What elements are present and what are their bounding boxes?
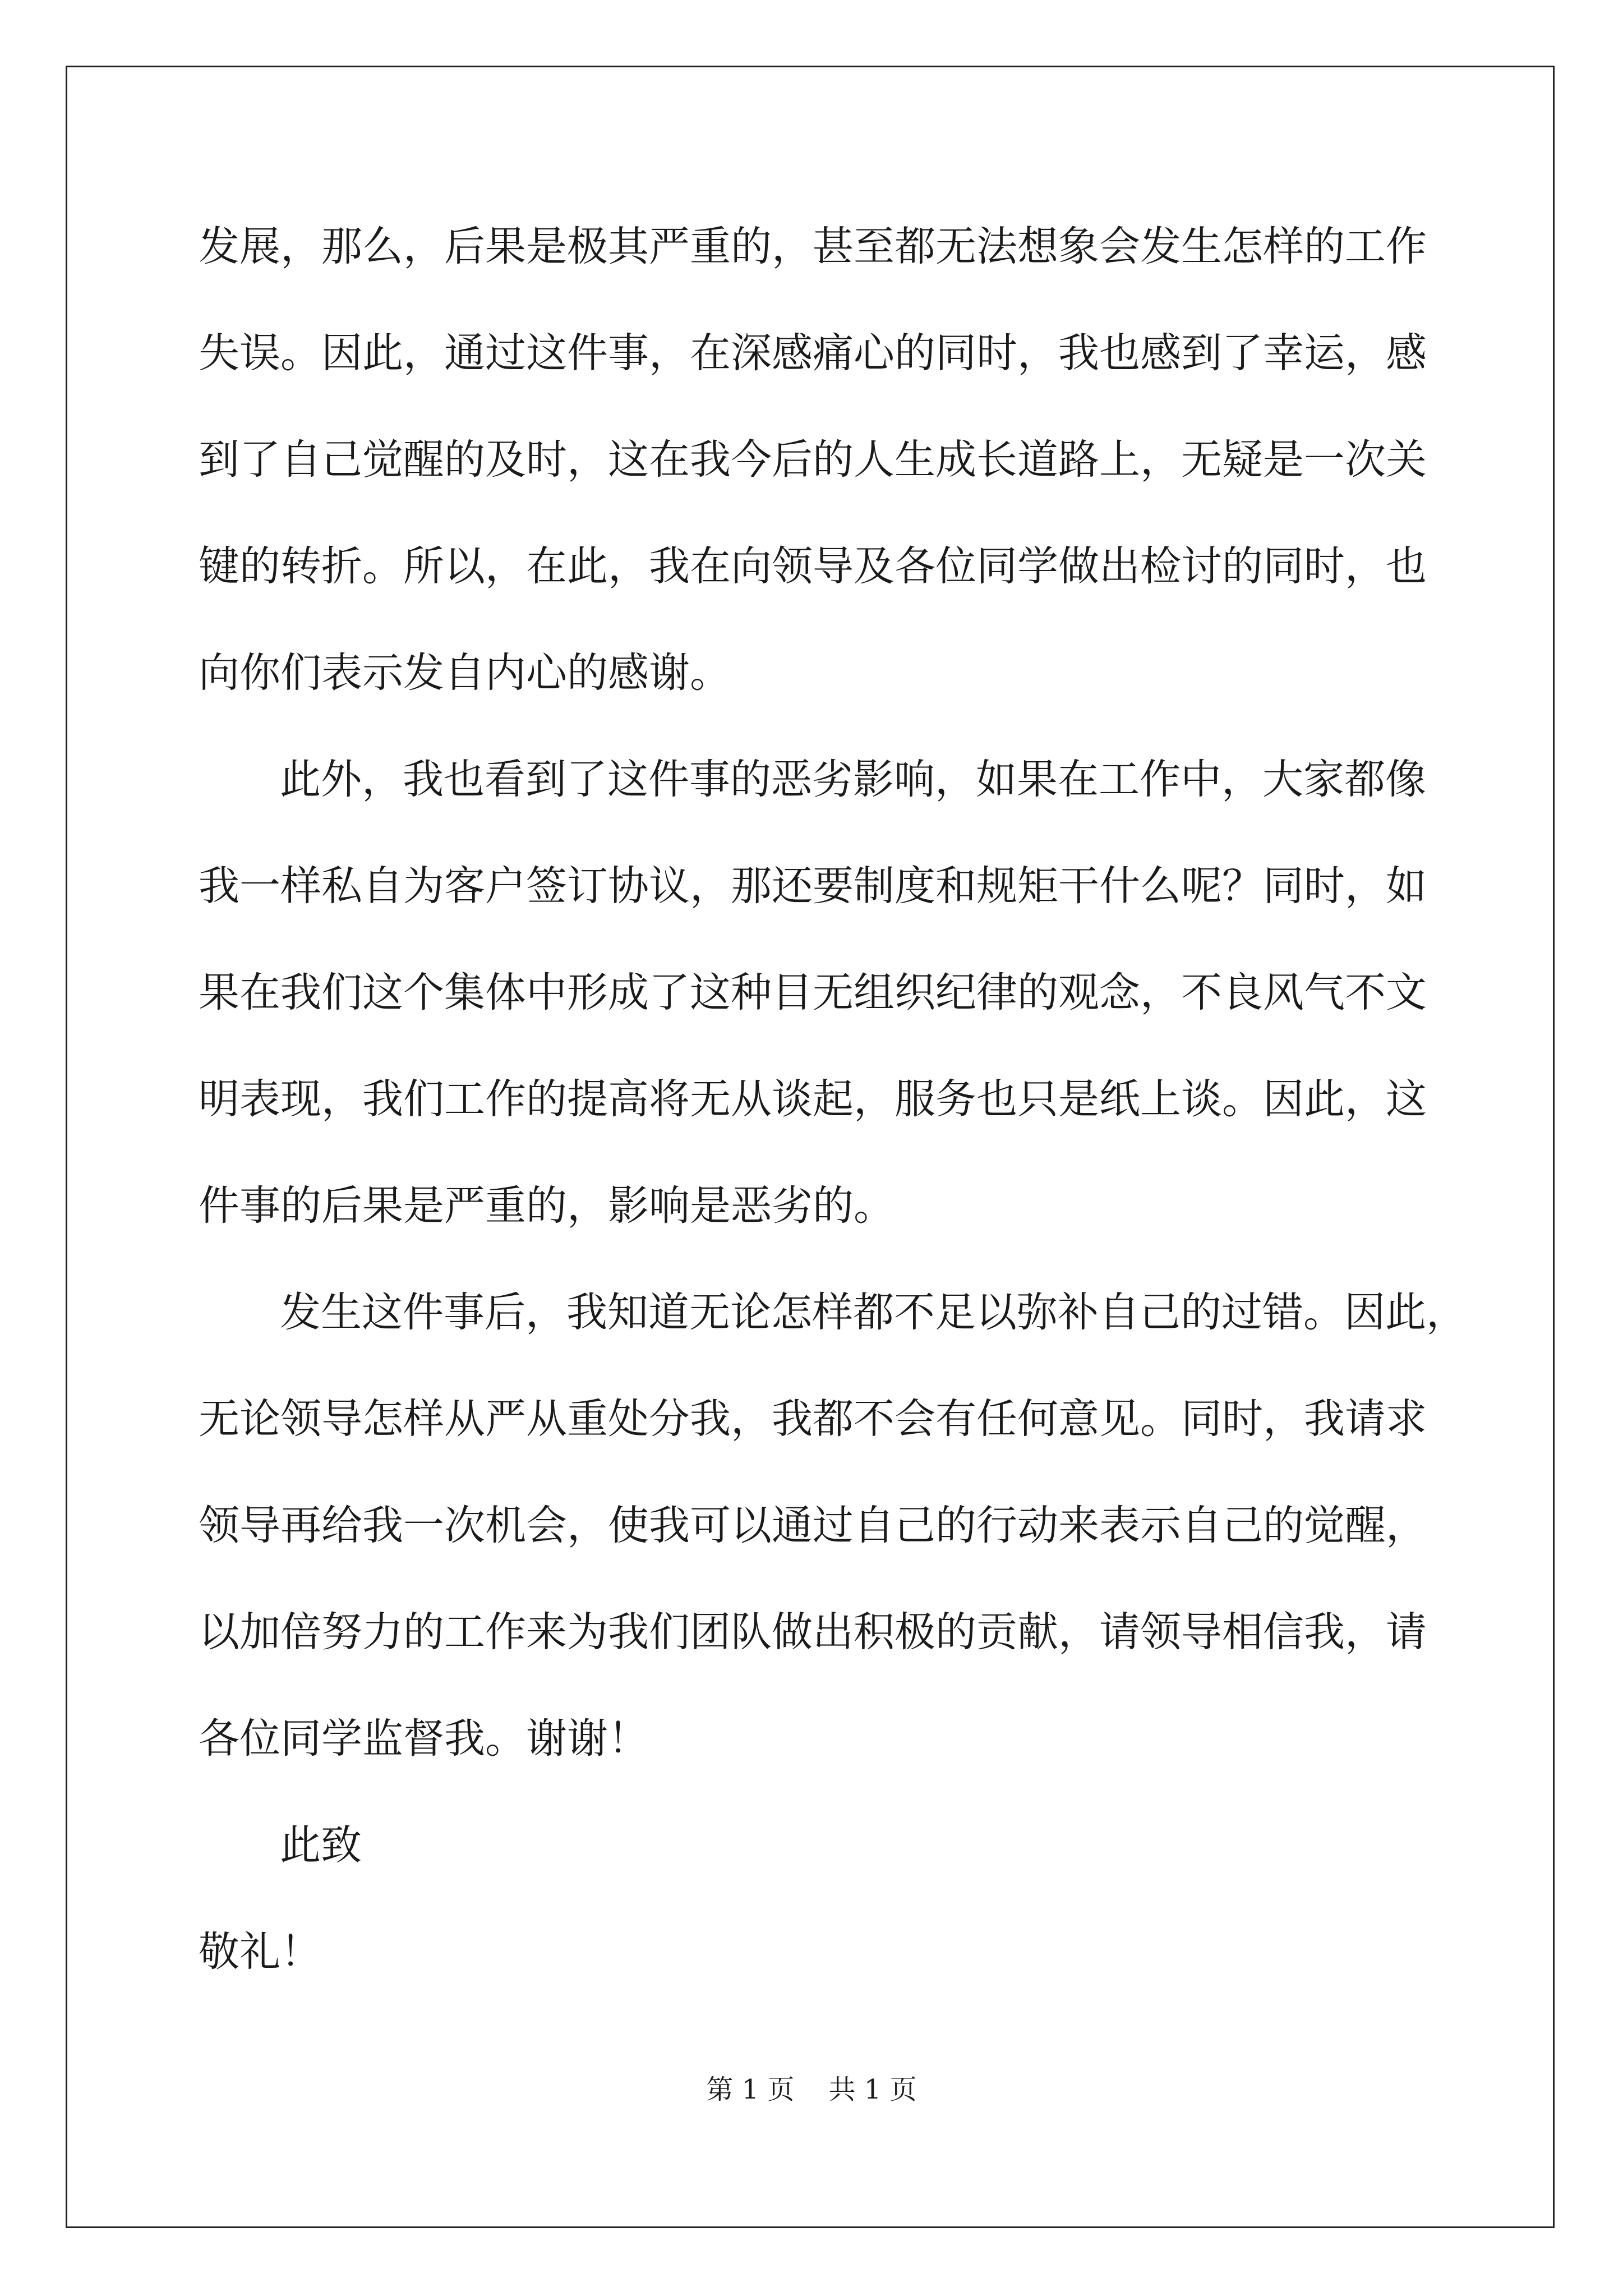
text-line: 发生这件事后，我知道无论怎样都不足以弥补自己的过错。因此， xyxy=(280,1289,1467,1336)
text-line: 各位同学监督我。谢谢！ xyxy=(199,1715,649,1763)
text-line: 到了自己觉醒的及时，这在我今后的人生成长道路上，无疑是一次关 xyxy=(199,436,1427,484)
text-line: 此外，我也看到了这件事的恶劣影响，如果在工作中，大家都像 xyxy=(280,756,1426,803)
text-line: 果在我们这个集体中形成了这种目无组织纪律的观念，不良风气不文 xyxy=(199,969,1427,1016)
text-line: 件事的后果是严重的，影响是恶劣的。 xyxy=(199,1182,895,1230)
text-line: 我一样私自为客户签订协议，那还要制度和规矩干什么呢？同时，如 xyxy=(199,862,1427,910)
text-line: 以加倍努力的工作来为我们团队做出积极的贡献，请领导相信我，请 xyxy=(199,1608,1427,1656)
text-line: 发展，那么，后果是极其严重的，甚至都无法想象会发生怎样的工作 xyxy=(199,223,1427,270)
text-line: 失误。因此，通过这件事，在深感痛心的同时，我也感到了幸运，感 xyxy=(199,329,1427,377)
text-line: 领导再给我一次机会，使我可以通过自己的行动来表示自己的觉醒， xyxy=(199,1502,1427,1549)
text-line: 明表现，我们工作的提高将无从谈起，服务也只是纸上谈。因此，这 xyxy=(199,1075,1427,1123)
text-line: 敬礼！ xyxy=(199,1928,321,1976)
page-number-footer: 第 1 页 共 1 页 xyxy=(706,2074,917,2105)
text-line: 此致 xyxy=(280,1821,362,1869)
text-line: 无论领导怎样从严从重处分我，我都不会有任何意见。同时，我请求 xyxy=(199,1395,1427,1443)
text-line: 向你们表示发自内心的感谢。 xyxy=(199,649,731,697)
text-line: 键的转折。所以，在此，我在向领导及各位同学做出检讨的同时，也 xyxy=(199,542,1427,590)
document-body xyxy=(199,216,1467,2028)
